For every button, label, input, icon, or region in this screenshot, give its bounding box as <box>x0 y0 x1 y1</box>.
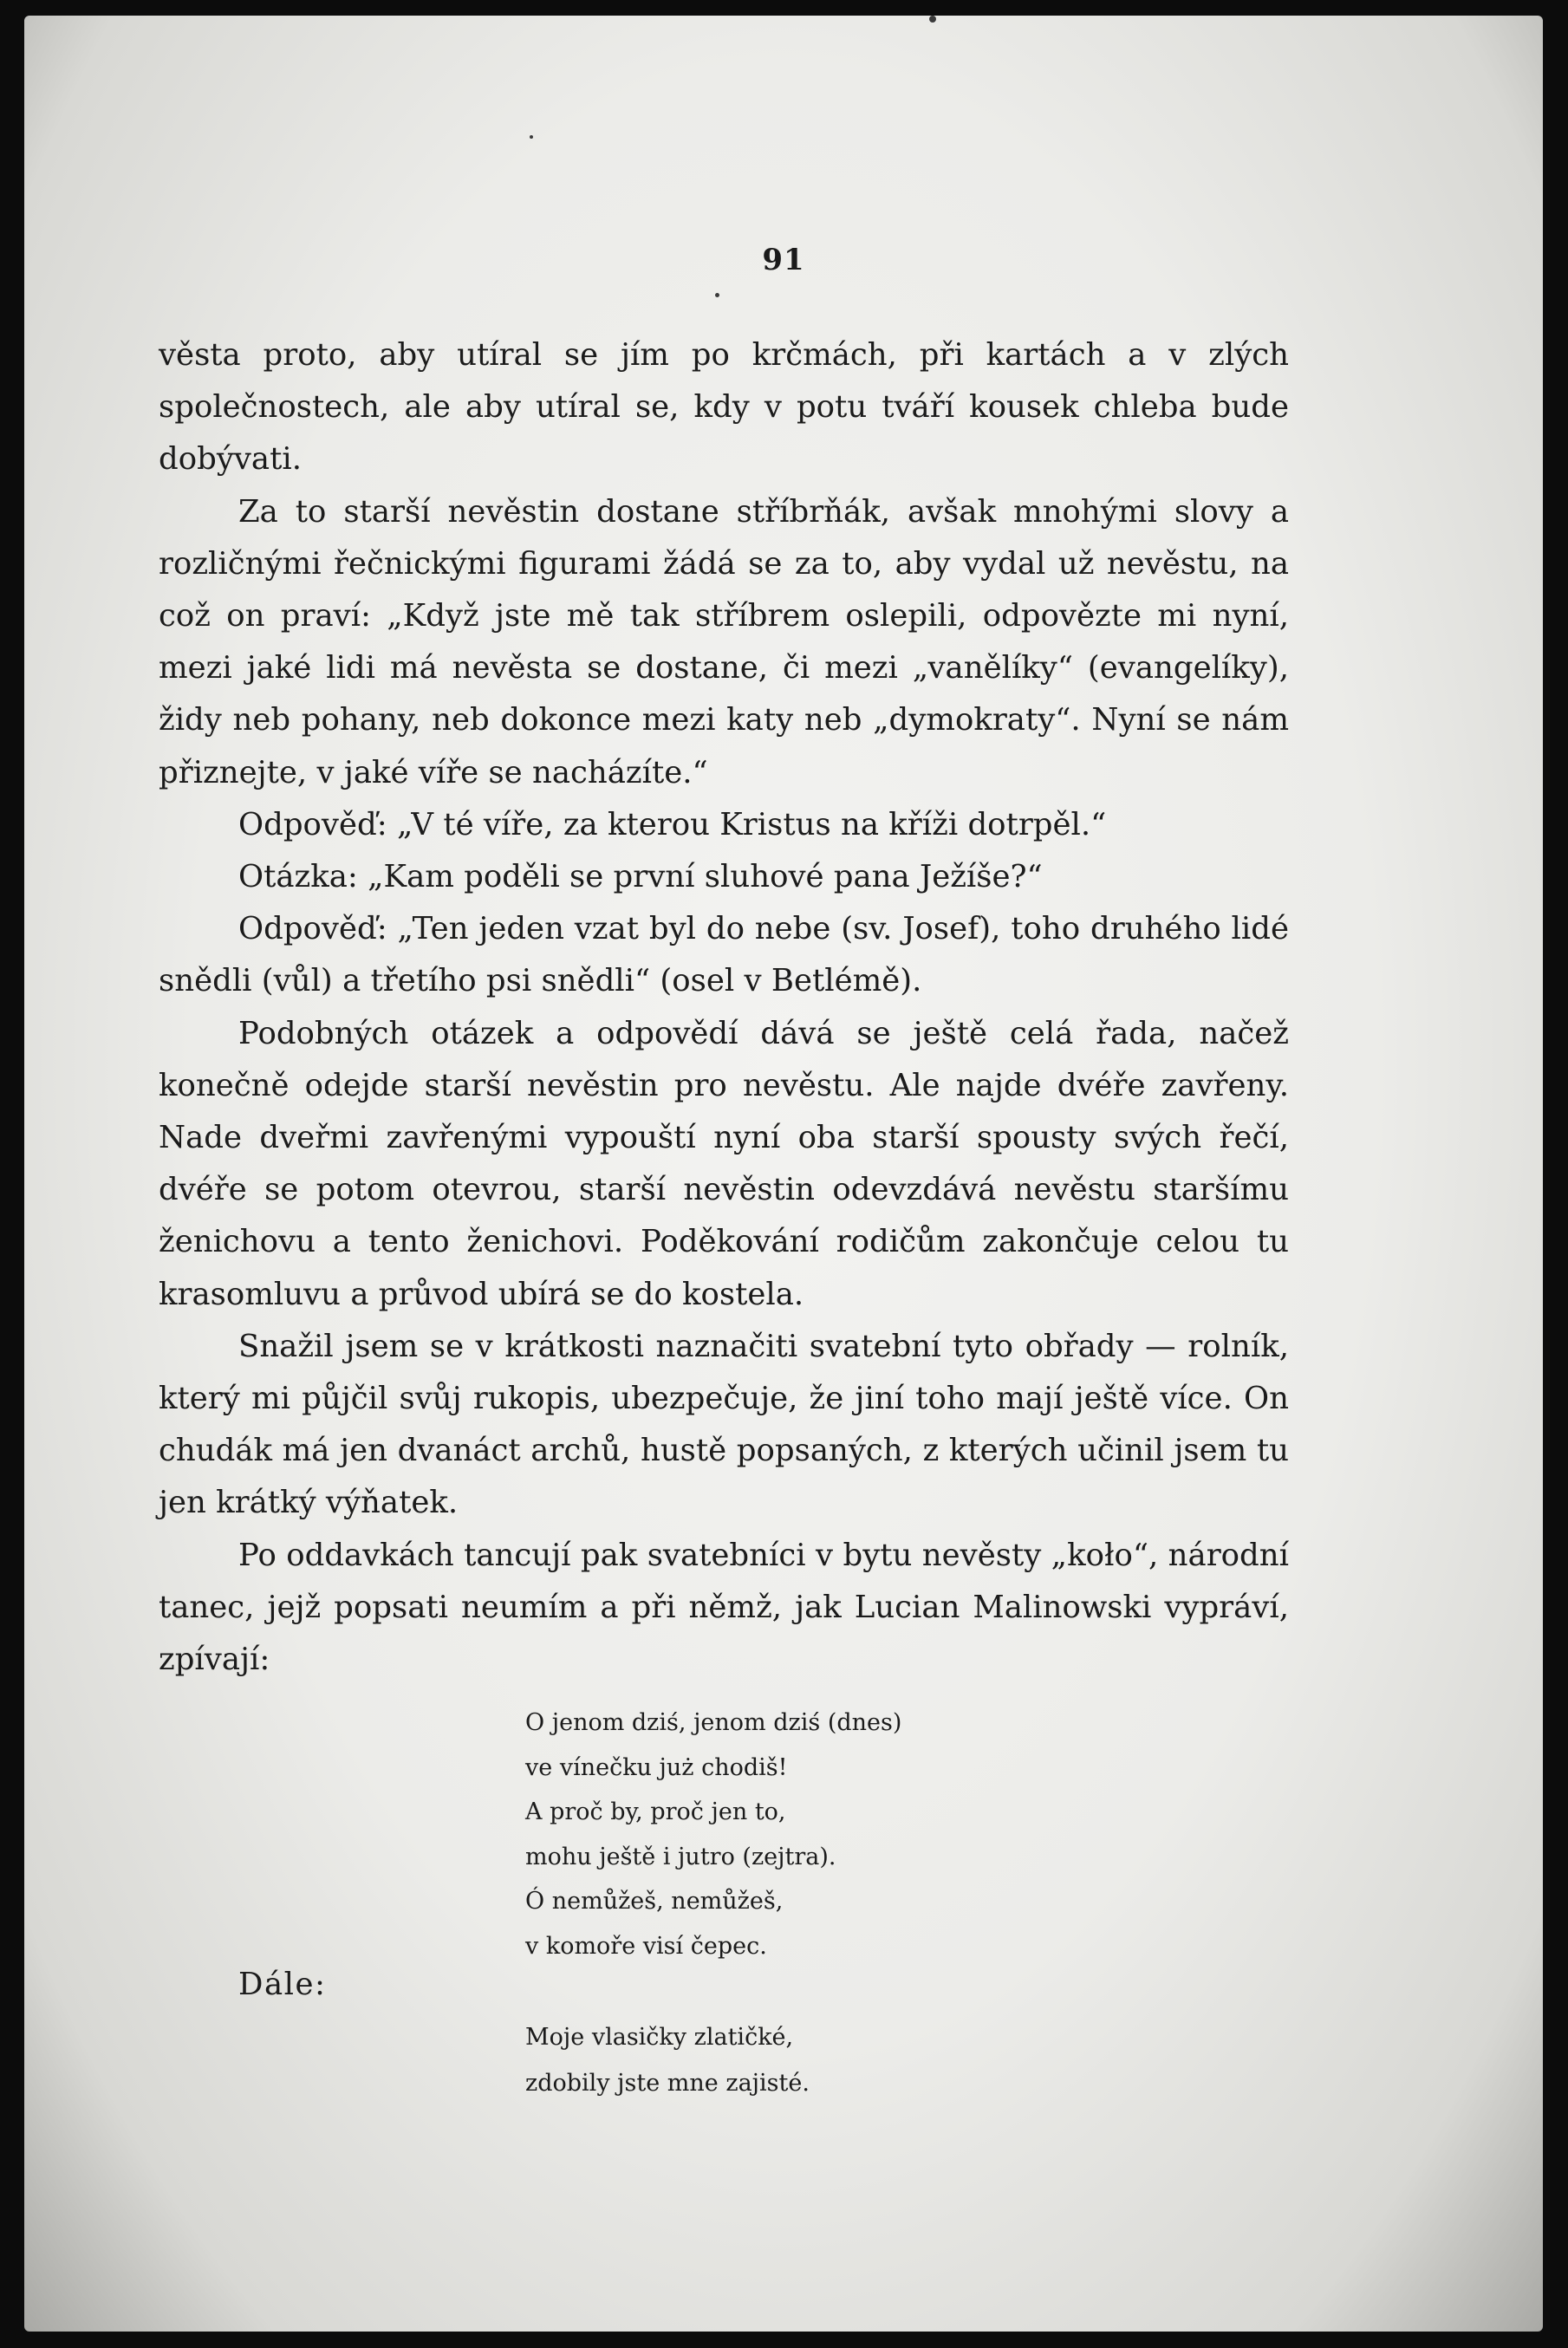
paragraph: Snažil jsem se v krátkosti naznačiti svatební tyto obřady — rolník, který mi půjčil svůj rukopis, ubezpečuje, že jiní toho mají ještě více. On chudák má jen dvanáct archů, hustě popsaných, z kterých učinil jsem tu jen krátký výňatek. <box>159 1328 1289 1521</box>
verse-line: A proč by, proč jen to, <box>525 1798 786 1825</box>
paragraph: věsta proto, aby utíral se jím po krčmách, při kartách a v zlých společnostech, ale aby utíral se, kdy v potu tváří kousek chleba bude dobývati. <box>159 337 1289 478</box>
verse-line: v komoře visí čepec. <box>525 1932 767 1960</box>
verse-line: Moje vlasičky zlatičké, <box>525 2024 794 2051</box>
paragraph: Po oddavkách tancují pak svatebníci v bytu nevěsty „koło“, národní tanec, jejž popsati neumím a při němž, jak Lucian Malinowski vypráví, zpívají: <box>159 1537 1289 1678</box>
verse-line: ve vínečku już chodiš! <box>525 1753 788 1781</box>
ink-speck <box>929 16 936 23</box>
verse-line: Ó nemůžeš, nemůžeš, <box>525 1888 784 1915</box>
song-verse-first <box>525 1701 1045 1968</box>
ink-speck <box>715 293 719 297</box>
ink-speck <box>530 135 533 139</box>
book-page <box>24 16 1543 2332</box>
song-verse-second <box>525 2014 1045 2106</box>
dale-label: Dále: <box>238 1967 327 2002</box>
verse-line: O jenom dziś, jenom dziś (dnes) <box>525 1709 902 1736</box>
verse-line: zdobily jste mne zajisté. <box>525 2070 810 2097</box>
page-number: 91 <box>762 243 805 277</box>
paragraph: Odpověď: „V té víře, za kterou Kristus na kříži dotrpěl.“ <box>238 806 1107 842</box>
paragraph: Odpověď: „Ten jeden vzat byl do nebe (sv. Josef), toho druhého lidé snědli (vůl) a třetího psi snědli“ (osel v Betlémě). <box>159 911 1289 999</box>
paragraph: Podobných otázek a odpovědí dává se ještě celá řada, načež konečně odejde starší nevěstin pro nevěstu. Ale najde dvéře zavřeny. Nade dveřmi zavřenými vypouští nyní oba starší spousty svých řečí, dvéře se potom otevrou, starší nevěstin odevzdává nevěstu staršímu ženichovu a tento ženichovi. Poděkování rodičům zakončuje celou tu krasomluvu a průvod ubírá se do kostela. <box>159 1015 1289 1312</box>
verse-line: mohu ještě i jutro (zejtra). <box>525 1843 836 1870</box>
paragraph: Za to starší nevěstin dostane stříbrňák, avšak mnohými slovy a rozličnými řečnickými figurami žádá se za to, aby vydal už nevěstu, na což on praví: „Když jste mě tak stříbrem oslepili, odpovězte mi nyní, mezi jaké lidi má nevěsta se dostane, či mezi „vanělíky“ (evangelíky), židy neb pohany, neb dokonce mezi katy neb „dymokraty“. Nyní se nám přiznejte, v jaké víře se nacházíte.“ <box>159 493 1289 790</box>
main-text <box>159 329 1289 1686</box>
paragraph: Otázka: „Kam poděli se první sluhové pana Ježíše?“ <box>238 859 1043 895</box>
